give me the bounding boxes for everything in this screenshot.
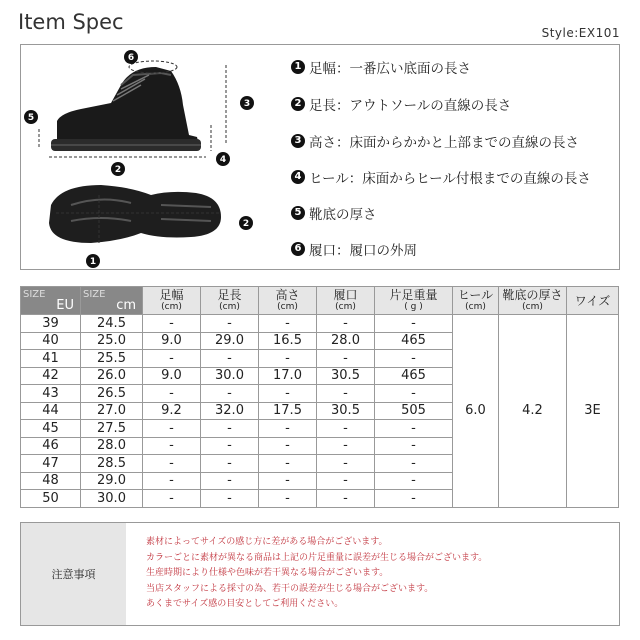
table-cell: - [317,420,375,438]
col-header: 高さ (cm) [259,287,317,315]
table-cell: 42 [21,367,81,385]
boot-sole-image [49,185,221,243]
table-cell: - [201,420,259,438]
table-cell: - [375,420,453,438]
table-cell: - [201,437,259,455]
table-cell: - [259,490,317,508]
table-cell: 30.0 [81,490,143,508]
table-cell: 29.0 [201,332,259,350]
table-cell: 9.0 [143,367,201,385]
table-cell: 32.0 [201,402,259,420]
table-cell: 44 [21,402,81,420]
table-cell: 30.5 [317,402,375,420]
table-cell: 24.5 [81,315,143,333]
note-line: 生産時期により仕様や色味が若干異なる場合がございます。 [146,568,389,578]
marker-6: 6 [127,53,135,63]
table-cell: - [143,437,201,455]
col-header: 片足重量 ( g ) [375,287,453,315]
notes-label: 注意事項 [21,523,126,625]
table-cell: - [375,455,453,473]
legend-item: 6 履口：履口の外周 [291,239,417,259]
table-cell: 505 [375,402,453,420]
table-cell: 9.2 [143,402,201,420]
table-cell: - [375,472,453,490]
col-header: ワイズ [567,287,619,315]
table-cell: - [259,472,317,490]
table-cell: - [143,385,201,403]
table-cell: - [375,350,453,368]
table-cell: 39 [21,315,81,333]
table-row [21,315,619,333]
col-header: 履口 (cm) [317,287,375,315]
table-cell: 45 [21,420,81,438]
table-cell: - [143,472,201,490]
table-cell: - [201,472,259,490]
notes-panel [20,522,620,626]
legend-item: 5 靴底の厚さ [291,203,377,223]
table-cell: 47 [21,455,81,473]
marker-5: 5 [27,113,35,123]
table-cell: - [143,455,201,473]
table-cell: - [317,437,375,455]
marker-3: 3 [243,99,251,109]
legend-item: 2 足長：アウトソールの直線の長さ [291,94,511,114]
table-cell: - [259,455,317,473]
table-cell: - [317,350,375,368]
width-cell: 3E [567,315,619,508]
table-cell: 9.0 [143,332,201,350]
table-cell: - [201,490,259,508]
table-cell: 465 [375,367,453,385]
table-cell: - [201,315,259,333]
table-cell: - [143,315,201,333]
table-cell: 27.5 [81,420,143,438]
heel-cell: 6.0 [453,315,499,508]
sole-cell: 4.2 [499,315,567,508]
col-header: 足幅 (cm) [143,287,201,315]
marker-2-sole: 2 [242,219,250,229]
table-cell: 25.0 [81,332,143,350]
table-cell: 17.5 [259,402,317,420]
table-cell: - [317,472,375,490]
table-cell: 26.0 [81,367,143,385]
size-eu-header: SIZE EU [21,287,81,315]
spec-diagram-panel [20,44,620,270]
style-code: Style:EX101 [541,26,620,40]
note-line: あくまでサイズ感の目安としてご利用ください。 [146,599,344,609]
table-cell: 26.5 [81,385,143,403]
marker-4: 4 [219,155,227,165]
table-cell: - [143,420,201,438]
marker-1: 1 [89,257,97,267]
table-cell: 30.0 [201,367,259,385]
table-cell: 43 [21,385,81,403]
size-table [20,286,619,508]
table-cell: 28.0 [317,332,375,350]
table-cell: - [259,385,317,403]
table-cell: - [375,315,453,333]
table-cell: - [259,350,317,368]
table-cell: - [259,315,317,333]
table-cell: 17.0 [259,367,317,385]
boot-diagram [21,45,271,271]
table-cell: 28.5 [81,455,143,473]
table-cell: 41 [21,350,81,368]
size-cm-header: SIZE cm [81,287,143,315]
page-title: Item Spec [18,10,124,34]
note-line: 当店スタッフによる採寸の為、若干の誤差が生じる場合がございます。 [146,583,434,594]
legend-item: 3 高さ：床面からかかと上部までの直線の長さ [291,131,579,151]
table-cell: - [143,490,201,508]
table-cell: 465 [375,332,453,350]
legend-item: 1 足幅：一番広い底面の長さ [291,57,471,77]
table-cell: 29.0 [81,472,143,490]
table-cell: 25.5 [81,350,143,368]
table-cell: - [201,350,259,368]
table-cell: 16.5 [259,332,317,350]
table-cell: 48 [21,472,81,490]
note-line: 素材によってサイズの感じ方に差がある場合がございます。 [146,537,388,547]
table-cell: 28.0 [81,437,143,455]
table-cell: 27.0 [81,402,143,420]
col-header: ヒール (cm) [453,287,499,315]
table-cell: - [143,350,201,368]
table-cell: - [259,437,317,455]
marker-2-side: 2 [114,165,122,175]
table-cell: - [375,385,453,403]
col-header: 靴底の厚さ (cm) [499,287,567,315]
table-cell: - [201,385,259,403]
table-cell: 50 [21,490,81,508]
table-cell: - [317,490,375,508]
table-cell: 46 [21,437,81,455]
table-cell: 30.5 [317,367,375,385]
legend-item: 4 ヒール：床面からヒール付根までの直線の長さ [291,167,591,187]
table-cell: - [259,420,317,438]
notes-text [146,535,487,613]
table-cell: - [201,455,259,473]
table-cell: - [317,315,375,333]
table-cell: - [317,455,375,473]
note-line: カラーごとに素材が異なる商品は上記の片足重量に誤差が生じる場合がございます。 [146,552,488,563]
table-cell: - [375,490,453,508]
col-header: 足長 (cm) [201,287,259,315]
boot-side-image [51,67,201,151]
table-cell: 40 [21,332,81,350]
table-cell: - [317,385,375,403]
table-cell: - [375,437,453,455]
